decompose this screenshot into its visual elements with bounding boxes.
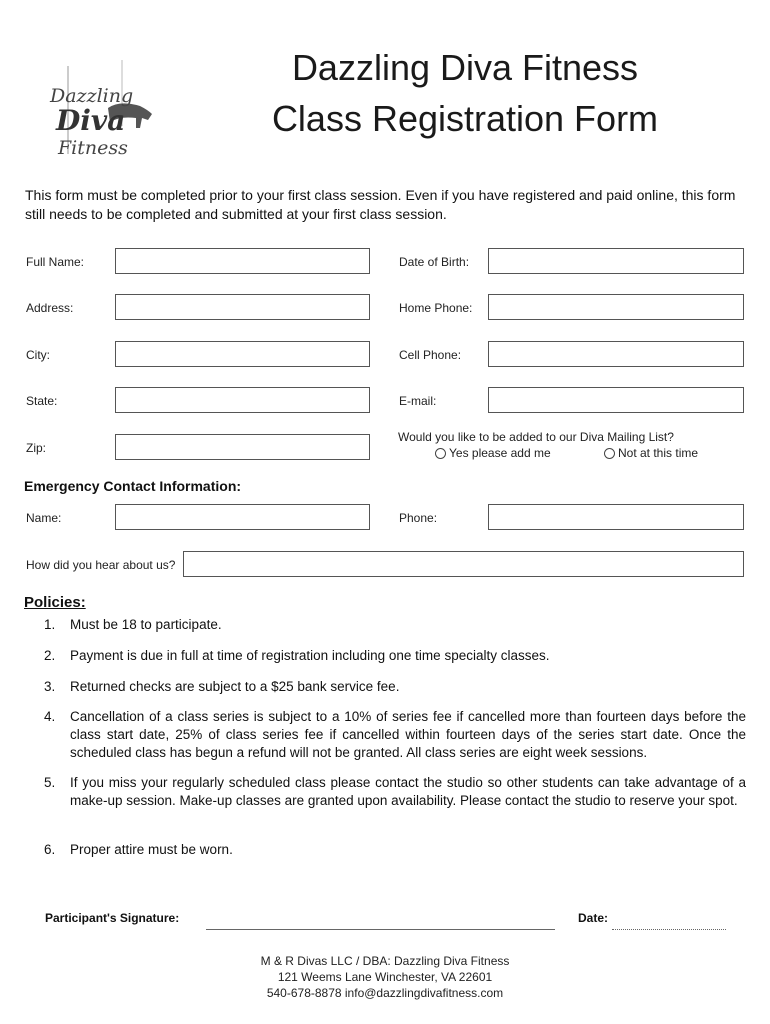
city-field[interactable] (115, 341, 370, 367)
logo-text-dazzling: Dazzling (50, 85, 134, 107)
address-field[interactable] (115, 294, 370, 320)
policy-item (44, 647, 746, 665)
policy-item (44, 708, 746, 762)
referral-field[interactable] (183, 551, 744, 577)
footer-contact: 540-678-8878 info@dazzlingdivafitness.com (266, 986, 504, 1000)
mailing-list-no-label: Not at this time (618, 446, 699, 460)
policies-heading: Policies: (24, 594, 86, 611)
mailing-list-question: Would you like to be added to our Diva Mailing List? (398, 430, 674, 444)
policy-number: 1. (44, 617, 56, 632)
cell-phone-field[interactable] (488, 341, 744, 367)
date-label: Date: (578, 911, 609, 925)
policy-number: 2. (44, 648, 56, 663)
policy-text: If you miss your regularly scheduled class please contact the studio so other students can take advantage of a make-up session. Make-up classes are granted upon availability. Please contact the studio to reserve your spot. (70, 775, 746, 808)
emergency-name-label: Name: (26, 511, 62, 525)
radio-yes[interactable] (435, 448, 446, 459)
mailing-list-yes-label: Yes please add me (449, 446, 551, 460)
page-title-line1: Dazzling Diva Fitness (291, 47, 639, 88)
emergency-phone-label: Phone: (399, 511, 438, 525)
policy-item (44, 678, 746, 696)
city-label: City: (26, 348, 50, 362)
policy-text: Must be 18 to participate. (70, 617, 222, 632)
mailing-list-no-option[interactable] (604, 446, 698, 460)
page-title-line2: Class Registration Form (271, 98, 659, 139)
state-label: State: (26, 394, 58, 408)
intro-text: This form must be completed prior to your first class session. Even if you have registered and paid online, this form still needs to be completed and submitted at your first class session. (25, 187, 736, 222)
date-of-birth-field[interactable] (488, 248, 744, 274)
policy-item (44, 841, 746, 859)
state-field[interactable] (115, 387, 370, 413)
signature-line[interactable] (206, 929, 555, 930)
footer-address: 121 Weems Lane Winchester, VA 22601 (277, 970, 493, 984)
logo-text-diva: Diva (56, 104, 126, 137)
zip-field[interactable] (115, 434, 370, 460)
zip-label: Zip: (26, 441, 47, 455)
full-name-field[interactable] (115, 248, 370, 274)
policy-text: Returned checks are subject to a $25 bank service fee. (70, 679, 400, 694)
logo-text-fitness: Fitness (58, 137, 128, 159)
company-logo (48, 56, 158, 160)
home-phone-label: Home Phone: (399, 301, 473, 315)
address-label: Address: (26, 301, 74, 315)
radio-no[interactable] (604, 448, 615, 459)
footer-company: M & R Divas LLC / DBA: Dazzling Diva Fitness (260, 954, 510, 968)
email-label: E-mail: (399, 394, 437, 408)
referral-label: How did you hear about us? (26, 558, 176, 572)
policy-number: 6. (44, 842, 56, 857)
policy-text: Payment is due in full at time of registration including one time specialty classes. (70, 648, 550, 663)
policy-text: Proper attire must be worn. (70, 842, 233, 857)
policy-text: Cancellation of a class series is subject to a 10% of series fee if cancelled more than fourteen days before the class start date, 25% of class series fee if cancelled within fourteen days of the series start date. Once the scheduled class has begun a refund will not be granted. All class series are eight week sessions. (70, 709, 746, 760)
policy-number: 5. (44, 775, 56, 790)
emergency-phone-field[interactable] (488, 504, 744, 530)
date-of-birth-label: Date of Birth: (399, 255, 470, 269)
cell-phone-label: Cell Phone: (399, 348, 462, 362)
high-heel-shoe-icon (48, 56, 158, 160)
policy-item (44, 616, 746, 634)
full-name-label: Full Name: (26, 255, 85, 269)
policy-number: 4. (44, 709, 56, 724)
home-phone-field[interactable] (488, 294, 744, 320)
mailing-list-yes-option[interactable] (435, 446, 551, 460)
policy-item (44, 774, 746, 810)
date-line[interactable] (612, 929, 726, 930)
email-field[interactable] (488, 387, 744, 413)
signature-label: Participant's Signature: (45, 911, 180, 925)
emergency-contact-heading: Emergency Contact Information: (24, 478, 242, 494)
policy-number: 3. (44, 679, 56, 694)
emergency-name-field[interactable] (115, 504, 370, 530)
